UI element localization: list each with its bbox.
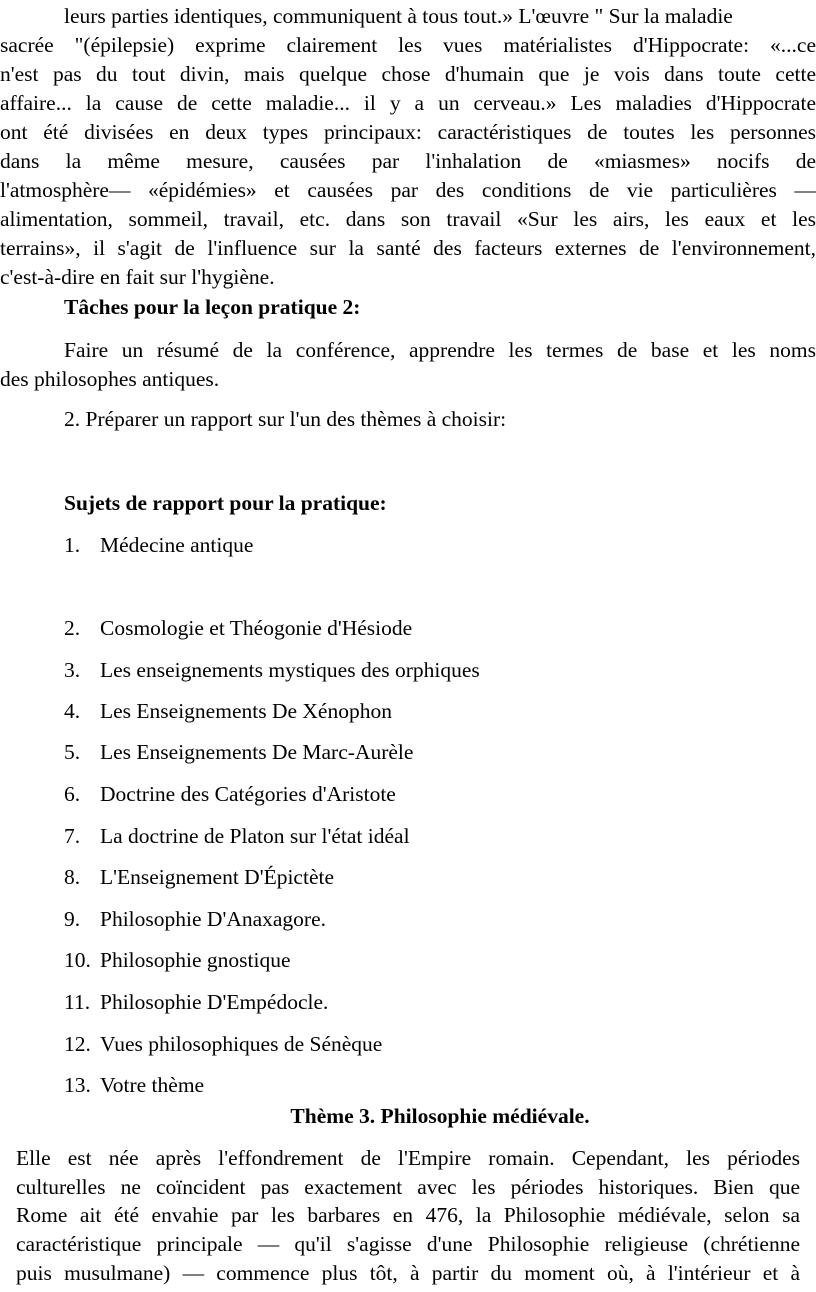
paragraph-line: Rome ait été envahie par les barbares en 476, la Philosophie médiévale, selon sa — [16, 1203, 800, 1228]
topics-heading: Sujets de rapport pour la pratique: — [64, 491, 387, 515]
list-label: Les Enseignements De Xénophon — [100, 699, 392, 723]
list-item — [64, 1071, 204, 1100]
list-number: 4. — [64, 699, 81, 723]
list-label: Philosophie D'Anaxagore. — [100, 907, 327, 931]
task-1-line: des philosophes antiques. — [0, 367, 220, 391]
list-number: 10. — [64, 948, 91, 972]
paragraph-line: l'atmosphère— «épidémies» et causées par des conditions de vie particulières — — [0, 178, 816, 202]
list-label: La doctrine de Platon sur l'état idéal — [100, 824, 410, 848]
list-item — [64, 1030, 382, 1059]
paragraph-line: leurs parties identiques, communiquent à tous tout.» L'œuvre " Sur la maladie — [64, 4, 733, 28]
paragraph-line: c'est-à-dire en fait sur l'hygiène. — [0, 265, 275, 289]
list-number: 2. — [64, 616, 81, 640]
list-label: Philosophie D'Empédocle. — [100, 990, 329, 1014]
tasks-heading: Tâches pour la leçon pratique 2: — [64, 295, 361, 319]
list-label: Vues philosophiques de Sénèque — [100, 1032, 383, 1056]
list-number: 6. — [64, 782, 81, 806]
final-paragraph — [16, 1144, 800, 1288]
intro-paragraph — [0, 2, 816, 292]
list-number: 9. — [64, 907, 81, 931]
list-number: 3. — [64, 658, 81, 682]
task-1-paragraph — [0, 336, 816, 394]
list-item — [64, 988, 328, 1017]
theme-title: Thème 3. Philosophie médiévale. — [290, 1104, 590, 1128]
list-number: 11. — [64, 990, 91, 1014]
list-number: 13. — [64, 1073, 91, 1097]
paragraph-line: dans la même mesure, causées par l'inhalation de «miasmes» nocifs de — [0, 149, 816, 173]
list-item — [64, 656, 480, 685]
paragraph-line: puis musulmane) — commence plus tôt, à partir du moment où, à l'intérieur et à — [16, 1260, 800, 1285]
list-label: Les Enseignements De Marc-Aurèle — [100, 740, 414, 764]
paragraph-line: terrains», il s'agit de l'influence sur la santé des facteurs externes de l'environnement, — [0, 236, 816, 260]
list-item — [64, 780, 396, 809]
paragraph-line: Elle est née après l'effondrement de l'Empire romain. Cependant, les périodes — [16, 1146, 800, 1170]
list-label: Cosmologie et Théogonie d'Hésiode — [100, 616, 413, 640]
paragraph-line: n'est pas du tout divin, mais quelque chose d'humain que je vois dans toute cette — [0, 62, 816, 86]
paragraph-line: ont été divisées en deux types principaux: caractéristiques de toutes les personnes — [0, 120, 816, 144]
list-number: 12. — [64, 1032, 91, 1056]
list-item — [64, 697, 392, 726]
list-label: Doctrine des Catégories d'Aristote — [100, 782, 396, 806]
paragraph-line: culturelles ne coïncident pas exactement avec les périodes historiques. Bien que — [16, 1174, 800, 1199]
list-item — [64, 863, 334, 892]
list-label: L'Enseignement D'Épictète — [100, 865, 335, 889]
task-1-line: Faire un résumé de la conférence, apprendre les termes de base et les noms — [64, 338, 816, 362]
list-number: 1. — [64, 533, 81, 557]
list-label: Votre thème — [100, 1073, 205, 1097]
list-item — [64, 946, 291, 975]
list-item — [64, 614, 412, 643]
list-item — [64, 905, 326, 934]
task-2: 2. Préparer un rapport sur l'un des thèmes à choisir: — [64, 407, 507, 431]
list-label: Les enseignements mystiques des orphiques — [100, 658, 480, 682]
paragraph-line: alimentation, sommeil, travail, etc. dans son travail «Sur les airs, les eaux et les — [0, 207, 816, 231]
list-item — [64, 738, 413, 767]
list-number: 7. — [64, 824, 81, 848]
list-item — [64, 531, 253, 560]
list-item — [64, 822, 410, 851]
list-label: Philosophie gnostique — [100, 948, 291, 972]
paragraph-line: sacrée "(épilepsie) exprime clairement les vues matérialistes d'Hippocrate: «...ce — [0, 33, 816, 57]
list-number: 5. — [64, 740, 81, 764]
paragraph-line: caractéristique principale — qu'il s'agisse d'une Philosophie religieuse (chrétienne — [16, 1232, 800, 1257]
list-number: 8. — [64, 865, 81, 889]
list-label: Médecine antique — [100, 533, 254, 557]
paragraph-line: affaire... la cause de cette maladie... il y a un cerveau.» Les maladies d'Hippocrate — [0, 91, 816, 115]
